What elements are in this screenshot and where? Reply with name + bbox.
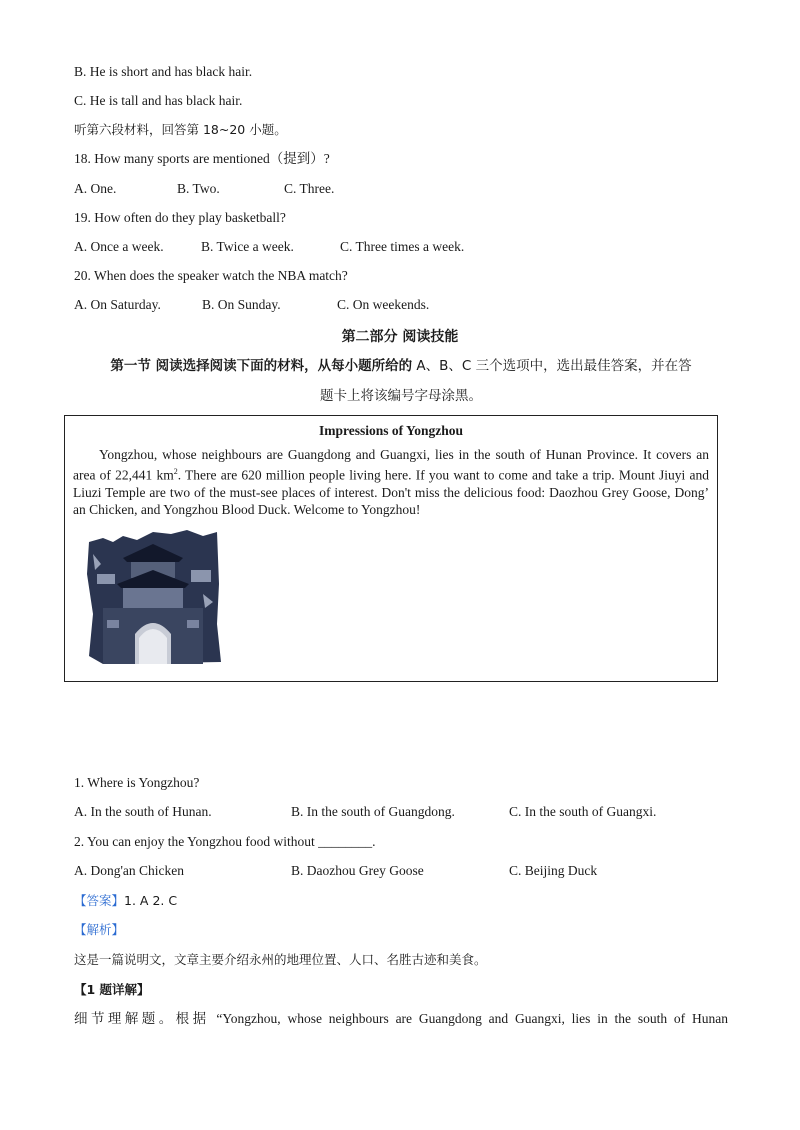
detail-label: 【1 题详解】 <box>74 982 150 997</box>
superscript: 2 <box>173 467 178 476</box>
passage-title: Impressions of Yongzhou <box>318 423 464 438</box>
q20-option-c: C. On weekends. <box>337 297 430 312</box>
answer-value: 1. A 2. C <box>124 893 178 908</box>
q1-option-c: C. In the south of Guangxi. <box>509 804 657 819</box>
part2-instruction <box>74 351 728 411</box>
q18-text: 18. How many sports are mentioned（提到）? <box>74 151 330 166</box>
q19-text: 19. How often do they play basketball? <box>74 210 286 225</box>
q1-option-b: B. In the south of Guangdong. <box>291 804 455 819</box>
q19-option-a: A. Once a week. <box>74 239 164 254</box>
passage-box <box>64 415 718 682</box>
q20-text: 20. When does the speaker watch the NBA match? <box>74 268 348 283</box>
q1-option-a: A. In the south of Hunan. <box>74 804 212 819</box>
q2-option-c: C. Beijing Duck <box>509 863 598 878</box>
q18-option-a: A. One. <box>74 181 117 196</box>
q2-text: 2. You can enjoy the Yongzhou food without ________. <box>74 834 376 849</box>
section6-instruction: 听第六段材料，回答第 18~20 小题。 <box>74 122 287 137</box>
yongzhou-gate-photo <box>83 524 223 666</box>
instruction-line2: 题卡上将该编号字母涂黑。 <box>320 388 482 404</box>
instruction-bold: 第一节 阅读选择阅读下面的材料，从每小题所给的 <box>110 358 413 374</box>
q20-option-b: B. On Sunday. <box>202 297 281 312</box>
answer-label: 【答案】 <box>74 893 125 908</box>
q19-option-c: C. Three times a week. <box>340 239 465 254</box>
q17-option-c: C. He is tall and has black hair. <box>74 93 243 108</box>
detail-text: 细节理解题。根据 “Yongzhou, whose neighbours are Guangdong and Guangxi, lies in the south of Hunan <box>74 1011 728 1026</box>
q2-option-b: B. Daozhou Grey Goose <box>291 863 424 878</box>
q17-option-b: B. He is short and has black hair. <box>74 64 253 79</box>
q19-option-b: B. Twice a week. <box>201 239 294 254</box>
analysis-label: 【解析】 <box>74 922 125 937</box>
answer-row <box>74 892 177 910</box>
instruction-rest: 三个选项中，选出最佳答案，并在答 <box>475 358 692 374</box>
q20-option-a: A. On Saturday. <box>74 297 161 312</box>
part2-heading: 第二部分 阅读技能 <box>341 329 459 345</box>
q18-option-c: C. Three. <box>284 181 335 196</box>
q18-option-b: B. Two. <box>177 181 220 196</box>
analysis-summary: 这是一篇说明文，文章主要介绍永州的地理位置、人口、名胜古迹和美食。 <box>74 952 487 967</box>
passage-text: Yongzhou, whose neighbours are Guangdong and Guangxi, lies in the south of Hunan Province. It covers an area of 22,441 $km^2$. There are 620 million people living here. If you want to come and take a trip. Mount Jiuyi and Liuzi Temple are two of the must-see places of interest. Don't miss the delicious food: Daozhou Grey Goose, Dong’ an Chicken, and Yongzhou Blood Duck. Welcome to Yongzhou! <box>73 447 710 517</box>
instruction-letters: A、B、C <box>412 358 476 374</box>
q2-option-a: A. Dong'an Chicken <box>74 863 185 878</box>
q1-text: 1. Where is Yongzhou? <box>74 775 200 790</box>
